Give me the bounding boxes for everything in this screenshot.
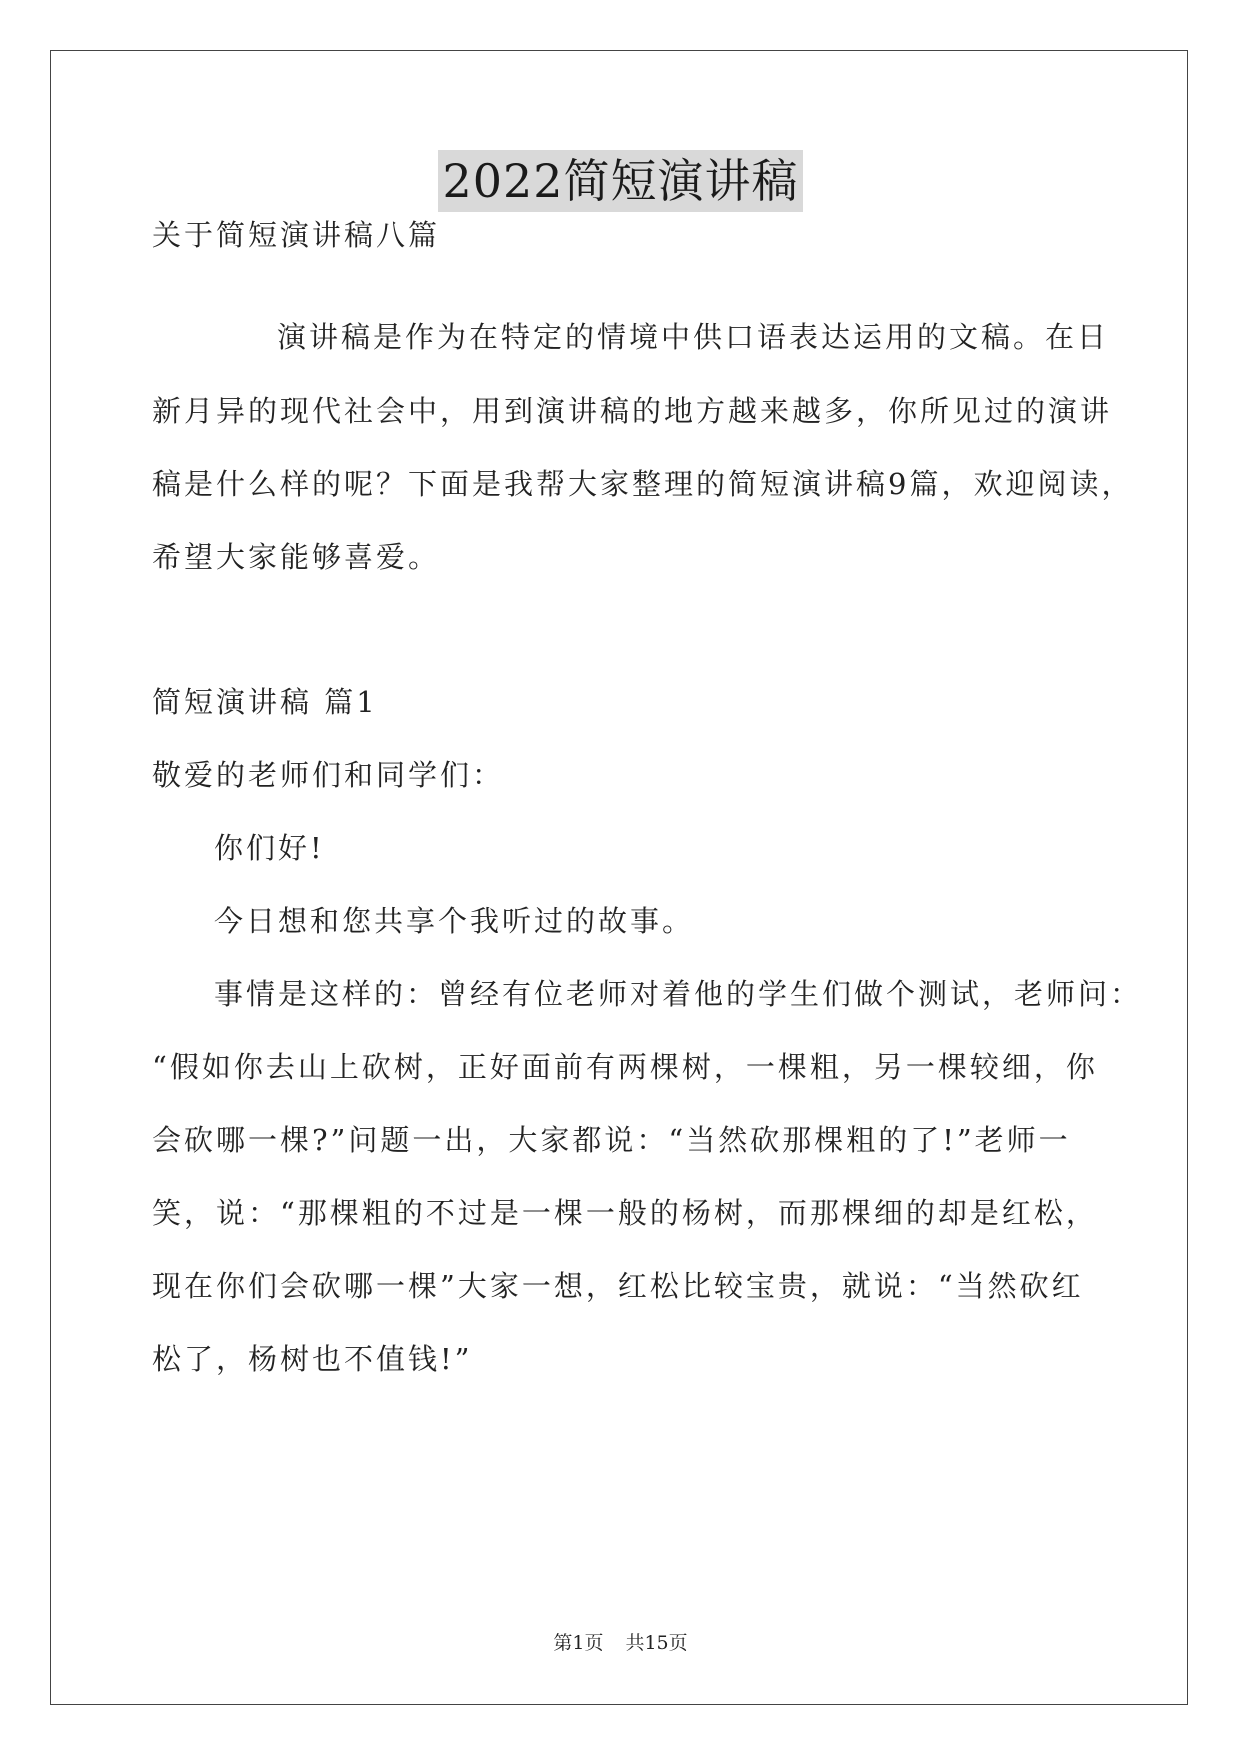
- title-container: [0, 150, 1241, 212]
- intro-line-3: 稿是什么样的呢？下面是我帮大家整理的简短演讲稿9篇，欢迎阅读，: [152, 467, 1134, 501]
- page-footer: [0, 1628, 1241, 1655]
- document-subtitle: 关于简短演讲稿八篇: [152, 218, 441, 252]
- story-line-3: 会砍哪一棵?”问题一出，大家都说：“当然砍那棵粗的了!”老师一: [152, 1123, 1071, 1157]
- section-heading: 简短演讲稿 篇1: [152, 685, 378, 719]
- intro-line-4: 希望大家能够喜爱。: [152, 540, 441, 574]
- story-line-4: 笑，说：“那棵粗的不过是一棵一般的杨树，而那棵细的却是红松，: [152, 1196, 1098, 1230]
- greeting: 你们好!: [214, 831, 325, 865]
- story-line-2: “假如你去山上砍树，正好面前有两棵树，一棵粗，另一棵较细，你: [152, 1050, 1098, 1084]
- salutation: 敬爱的老师们和同学们：: [152, 758, 505, 792]
- page-number: 第1页: [553, 1632, 604, 1654]
- story-line-1: 事情是这样的：曾经有位老师对着他的学生们做个测试，老师问：: [214, 977, 1143, 1011]
- story-line-6: 松了，杨树也不值钱!”: [152, 1342, 473, 1376]
- intro-line-2: 新月异的现代社会中，用到演讲稿的地方越来越多，你所见过的演讲: [152, 394, 1113, 428]
- page-border: [50, 50, 1188, 1705]
- story-line-5: 现在你们会砍哪一棵”大家一想，红松比较宝贵，就说：“当然砍红: [152, 1269, 1084, 1303]
- page-total: 共15页: [625, 1632, 688, 1654]
- document-title: 2022简短演讲稿: [438, 150, 802, 212]
- intro-line-1: 演讲稿是作为在特定的情境中供口语表达运用的文稿。在日: [277, 320, 1110, 354]
- paragraph-1: 今日想和您共享个我听过的故事。: [214, 904, 695, 938]
